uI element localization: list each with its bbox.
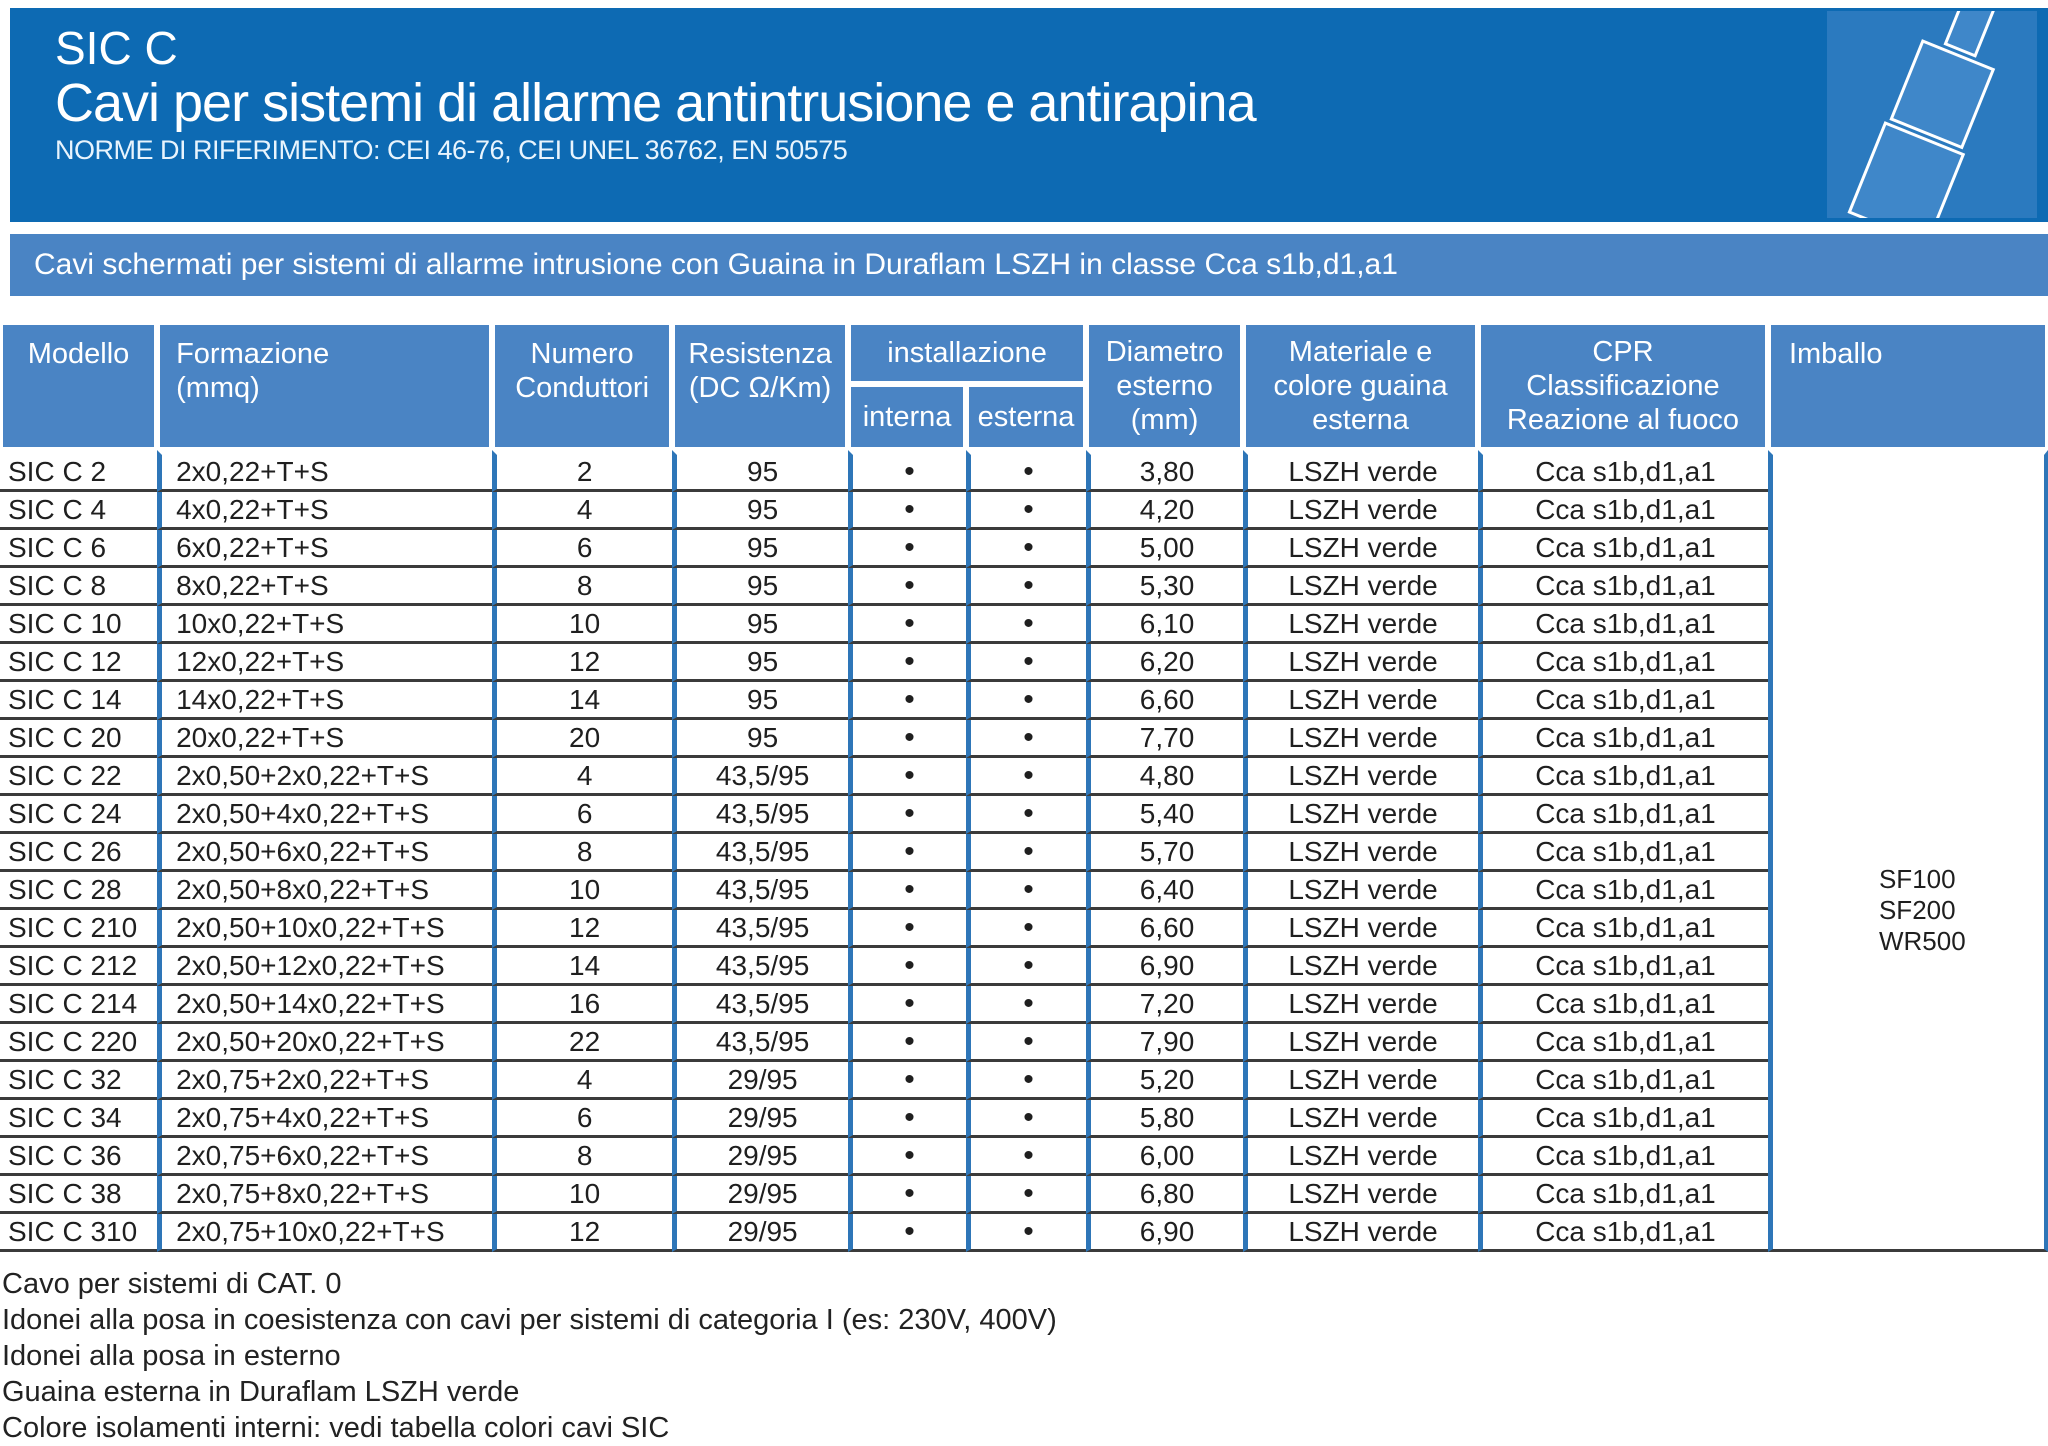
cell-interna-dot: • — [848, 1024, 966, 1062]
page-title: Cavi per sistemi di allarme antintrusione e antirapina — [55, 73, 1256, 133]
table-row — [0, 1138, 2048, 1176]
cell-modello: SIC C 210 — [0, 910, 157, 948]
cell-esterna-dot: • — [966, 1100, 1086, 1138]
cell-guaina: LSZH verde — [1243, 1138, 1478, 1176]
cell-resistenza: 43,5/95 — [672, 910, 848, 948]
cell-modello: SIC C 12 — [0, 644, 157, 682]
table-row — [0, 796, 2048, 834]
imballo-value: SF100 — [1878, 863, 1956, 894]
cell-guaina: LSZH verde — [1243, 872, 1478, 910]
cable-panel — [1827, 11, 2037, 218]
table-row — [0, 1176, 2048, 1214]
cell-conduttori: 4 — [492, 492, 672, 530]
cell-diametro: 6,00 — [1086, 1138, 1243, 1176]
cell-interna-dot: • — [848, 872, 966, 910]
cell-interna-dot: • — [848, 1100, 966, 1138]
table-row — [0, 834, 2048, 872]
cell-resistenza: 29/95 — [672, 1062, 848, 1100]
cell-interna-dot: • — [848, 644, 966, 682]
cell-formazione: 20x0,22+T+S — [157, 720, 492, 758]
cell-resistenza: 29/95 — [672, 1138, 848, 1176]
cell-formazione: 4x0,22+T+S — [157, 492, 492, 530]
cell-esterna-dot: • — [966, 568, 1086, 606]
table-row — [0, 986, 2048, 1024]
cell-interna-dot: • — [848, 1062, 966, 1100]
imballo-value: SF200 — [1878, 894, 1956, 925]
cell-formazione: 10x0,22+T+S — [157, 606, 492, 644]
cell-diametro: 5,00 — [1086, 530, 1243, 568]
cell-guaina: LSZH verde — [1243, 1024, 1478, 1062]
cell-resistenza: 95 — [672, 644, 848, 682]
cell-modello: SIC C 32 — [0, 1062, 157, 1100]
cell-esterna-dot: • — [966, 682, 1086, 720]
cell-interna-dot: • — [848, 910, 966, 948]
cell-interna-dot: • — [848, 796, 966, 834]
cell-conduttori: 10 — [492, 1176, 672, 1214]
cell-conduttori: 8 — [492, 1138, 672, 1176]
cell-diametro: 6,40 — [1086, 872, 1243, 910]
cell-imballo — [1768, 450, 2048, 1252]
cell-interna-dot: • — [848, 758, 966, 796]
cell-conduttori: 6 — [492, 530, 672, 568]
cell-cpr: Cca s1b,d1,a1 — [1478, 720, 1768, 758]
table-body — [0, 450, 2048, 1252]
cell-cpr: Cca s1b,d1,a1 — [1478, 606, 1768, 644]
cell-guaina: LSZH verde — [1243, 910, 1478, 948]
cell-conduttori: 16 — [492, 986, 672, 1024]
cell-formazione: 2x0,50+4x0,22+T+S — [157, 796, 492, 834]
cell-modello: SIC C 212 — [0, 948, 157, 986]
cell-modello: SIC C 310 — [0, 1214, 157, 1252]
cell-resistenza: 43,5/95 — [672, 948, 848, 986]
cell-diametro: 6,20 — [1086, 644, 1243, 682]
imballo-value: WR500 — [1878, 925, 1966, 956]
cell-cpr: Cca s1b,d1,a1 — [1478, 492, 1768, 530]
note-line: Guaina esterna in Duraflam LSZH verde — [2, 1376, 520, 1408]
cell-diametro: 6,90 — [1086, 948, 1243, 986]
cell-formazione: 2x0,50+6x0,22+T+S — [157, 834, 492, 872]
note-line: Idonei alla posa in esterno — [2, 1340, 341, 1372]
cell-esterna-dot: • — [966, 758, 1086, 796]
product-table — [0, 322, 2048, 1252]
cell-formazione: 2x0,50+12x0,22+T+S — [157, 948, 492, 986]
table-row — [0, 1100, 2048, 1138]
table-header — [0, 322, 2048, 450]
note-line: Idonei alla posa in coesistenza con cavi per sistemi di categoria I (es: 230V, 400V) — [2, 1304, 1057, 1336]
cell-formazione: 12x0,22+T+S — [157, 644, 492, 682]
cell-esterna-dot: • — [966, 1138, 1086, 1176]
cell-resistenza: 95 — [672, 568, 848, 606]
cell-resistenza: 95 — [672, 450, 848, 492]
cell-esterna-dot: • — [966, 720, 1086, 758]
table-row — [0, 492, 2048, 530]
cell-interna-dot: • — [848, 1138, 966, 1176]
cell-esterna-dot: • — [966, 1214, 1086, 1252]
cell-esterna-dot: • — [966, 948, 1086, 986]
norms-line: NORME DI RIFERIMENTO: CEI 46-76, CEI UNEL 36762, EN 50575 — [55, 135, 848, 165]
cell-cpr: Cca s1b,d1,a1 — [1478, 682, 1768, 720]
cell-cpr: Cca s1b,d1,a1 — [1478, 450, 1768, 492]
cell-modello: SIC C 34 — [0, 1100, 157, 1138]
table-row — [0, 910, 2048, 948]
cell-guaina: LSZH verde — [1243, 492, 1478, 530]
col-subheader-esterna: esterna — [966, 384, 1086, 450]
cell-interna-dot: • — [848, 1176, 966, 1214]
cell-formazione: 2x0,75+10x0,22+T+S — [157, 1214, 492, 1252]
cell-conduttori: 20 — [492, 720, 672, 758]
cell-guaina: LSZH verde — [1243, 948, 1478, 986]
cell-guaina: LSZH verde — [1243, 1100, 1478, 1138]
cell-esterna-dot: • — [966, 644, 1086, 682]
cell-cpr: Cca s1b,d1,a1 — [1478, 986, 1768, 1024]
cell-formazione: 2x0,22+T+S — [157, 450, 492, 492]
cell-guaina: LSZH verde — [1243, 758, 1478, 796]
cell-formazione: 2x0,50+20x0,22+T+S — [157, 1024, 492, 1062]
cell-interna-dot: • — [848, 834, 966, 872]
cell-conduttori: 12 — [492, 644, 672, 682]
cell-modello: SIC C 28 — [0, 872, 157, 910]
table-row — [0, 758, 2048, 796]
cell-cpr: Cca s1b,d1,a1 — [1478, 1138, 1768, 1176]
cell-diametro: 7,70 — [1086, 720, 1243, 758]
page-header — [10, 8, 2048, 222]
cell-cpr: Cca s1b,d1,a1 — [1478, 872, 1768, 910]
cell-cpr: Cca s1b,d1,a1 — [1478, 910, 1768, 948]
cell-conduttori: 12 — [492, 1214, 672, 1252]
cell-modello: SIC C 38 — [0, 1176, 157, 1214]
cell-interna-dot: • — [848, 1214, 966, 1252]
cell-resistenza: 43,5/95 — [672, 796, 848, 834]
cell-resistenza: 95 — [672, 682, 848, 720]
cell-guaina: LSZH verde — [1243, 606, 1478, 644]
cell-modello: SIC C 24 — [0, 796, 157, 834]
cell-diametro: 5,30 — [1086, 568, 1243, 606]
cell-interna-dot: • — [848, 986, 966, 1024]
cell-esterna-dot: • — [966, 986, 1086, 1024]
cell-diametro: 5,70 — [1086, 834, 1243, 872]
cell-diametro: 4,20 — [1086, 492, 1243, 530]
cell-conduttori: 12 — [492, 910, 672, 948]
cell-resistenza: 43,5/95 — [672, 834, 848, 872]
note-line: Cavo per sistemi di CAT. 0 — [2, 1268, 342, 1300]
cell-conduttori: 10 — [492, 872, 672, 910]
cell-diametro: 6,90 — [1086, 1214, 1243, 1252]
cell-esterna-dot: • — [966, 834, 1086, 872]
cell-resistenza: 95 — [672, 606, 848, 644]
cell-conduttori: 10 — [492, 606, 672, 644]
col-header-diametro: Diametro esterno (mm) — [1086, 322, 1243, 450]
cell-formazione: 2x0,75+4x0,22+T+S — [157, 1100, 492, 1138]
table-row — [0, 530, 2048, 568]
cable-icon — [1827, 11, 2037, 218]
table-row — [0, 682, 2048, 720]
cell-formazione: 2x0,50+2x0,22+T+S — [157, 758, 492, 796]
table-row — [0, 948, 2048, 986]
cell-esterna-dot: • — [966, 530, 1086, 568]
cell-formazione: 2x0,50+14x0,22+T+S — [157, 986, 492, 1024]
col-header-cpr: CPR Classificazione Reazione al fuoco — [1478, 322, 1768, 450]
cell-cpr: Cca s1b,d1,a1 — [1478, 1176, 1768, 1214]
col-header-imballo: Imballo — [1768, 322, 2048, 450]
table-row — [0, 450, 2048, 492]
cell-guaina: LSZH verde — [1243, 834, 1478, 872]
cell-diametro: 6,10 — [1086, 606, 1243, 644]
cell-interna-dot: • — [848, 492, 966, 530]
cell-diametro: 5,20 — [1086, 1062, 1243, 1100]
cell-formazione: 8x0,22+T+S — [157, 568, 492, 606]
product-code: SIC C — [55, 22, 178, 74]
cell-cpr: Cca s1b,d1,a1 — [1478, 1100, 1768, 1138]
cell-formazione: 2x0,75+8x0,22+T+S — [157, 1176, 492, 1214]
cell-modello: SIC C 2 — [0, 450, 157, 492]
cell-resistenza: 95 — [672, 492, 848, 530]
cell-resistenza: 43,5/95 — [672, 986, 848, 1024]
cell-formazione: 2x0,75+2x0,22+T+S — [157, 1062, 492, 1100]
cell-esterna-dot: • — [966, 606, 1086, 644]
cell-conduttori: 8 — [492, 834, 672, 872]
cell-cpr: Cca s1b,d1,a1 — [1478, 1024, 1768, 1062]
cell-esterna-dot: • — [966, 1024, 1086, 1062]
table-row — [0, 1062, 2048, 1100]
cell-formazione: 14x0,22+T+S — [157, 682, 492, 720]
notes — [2, 1266, 2048, 1446]
col-header-materiale: Materiale e colore guaina esterna — [1243, 322, 1478, 450]
table-row — [0, 872, 2048, 910]
cell-conduttori: 22 — [492, 1024, 672, 1062]
cell-diametro: 7,90 — [1086, 1024, 1243, 1062]
cell-resistenza: 29/95 — [672, 1176, 848, 1214]
cell-resistenza: 43,5/95 — [672, 1024, 848, 1062]
cell-guaina: LSZH verde — [1243, 450, 1478, 492]
series-banner: Cavi schermati per sistemi di allarme intrusione con Guaina in Duraflam LSZH in classe Cca s1b,d1,a1 — [10, 234, 2048, 296]
cell-cpr: Cca s1b,d1,a1 — [1478, 568, 1768, 606]
table-row — [0, 568, 2048, 606]
table-row — [0, 1024, 2048, 1062]
cell-resistenza: 29/95 — [672, 1214, 848, 1252]
cell-modello: SIC C 6 — [0, 530, 157, 568]
cell-modello: SIC C 10 — [0, 606, 157, 644]
cell-formazione: 2x0,50+10x0,22+T+S — [157, 910, 492, 948]
table-row — [0, 644, 2048, 682]
cell-resistenza: 43,5/95 — [672, 872, 848, 910]
cell-diametro: 5,80 — [1086, 1100, 1243, 1138]
cell-conduttori: 2 — [492, 450, 672, 492]
cell-interna-dot: • — [848, 606, 966, 644]
cell-resistenza: 29/95 — [672, 1100, 848, 1138]
cell-esterna-dot: • — [966, 910, 1086, 948]
cell-cpr: Cca s1b,d1,a1 — [1478, 1214, 1768, 1252]
cell-esterna-dot: • — [966, 872, 1086, 910]
cell-esterna-dot: • — [966, 492, 1086, 530]
cell-modello: SIC C 26 — [0, 834, 157, 872]
cell-interna-dot: • — [848, 530, 966, 568]
cell-esterna-dot: • — [966, 450, 1086, 492]
cell-conduttori: 6 — [492, 796, 672, 834]
cell-modello: SIC C 20 — [0, 720, 157, 758]
cell-interna-dot: • — [848, 720, 966, 758]
cell-modello: SIC C 36 — [0, 1138, 157, 1176]
cell-cpr: Cca s1b,d1,a1 — [1478, 644, 1768, 682]
cell-modello: SIC C 22 — [0, 758, 157, 796]
cell-modello: SIC C 214 — [0, 986, 157, 1024]
cell-modello: SIC C 14 — [0, 682, 157, 720]
cell-guaina: LSZH verde — [1243, 568, 1478, 606]
cell-guaina: LSZH verde — [1243, 644, 1478, 682]
cell-guaina: LSZH verde — [1243, 682, 1478, 720]
cell-resistenza: 95 — [672, 530, 848, 568]
cell-modello: SIC C 4 — [0, 492, 157, 530]
cell-cpr: Cca s1b,d1,a1 — [1478, 796, 1768, 834]
note-line: Colore isolamenti interni: vedi tabella colori cavi SIC — [2, 1412, 670, 1444]
cell-formazione: 6x0,22+T+S — [157, 530, 492, 568]
cell-conduttori: 4 — [492, 758, 672, 796]
cell-guaina: LSZH verde — [1243, 986, 1478, 1024]
col-header-numero: Numero Conduttori — [492, 322, 672, 450]
cell-interna-dot: • — [848, 568, 966, 606]
cell-diametro: 5,40 — [1086, 796, 1243, 834]
cell-cpr: Cca s1b,d1,a1 — [1478, 1062, 1768, 1100]
cell-cpr: Cca s1b,d1,a1 — [1478, 758, 1768, 796]
cell-conduttori: 6 — [492, 1100, 672, 1138]
cell-guaina: LSZH verde — [1243, 1062, 1478, 1100]
imballo-values — [1773, 748, 2044, 957]
col-subheader-interna: interna — [848, 384, 966, 450]
cell-diametro: 6,80 — [1086, 1176, 1243, 1214]
cell-guaina: LSZH verde — [1243, 796, 1478, 834]
cell-diametro: 6,60 — [1086, 682, 1243, 720]
cell-guaina: LSZH verde — [1243, 1176, 1478, 1214]
cell-conduttori: 14 — [492, 948, 672, 986]
cell-esterna-dot: • — [966, 1176, 1086, 1214]
cell-formazione: 2x0,50+8x0,22+T+S — [157, 872, 492, 910]
cell-esterna-dot: • — [966, 796, 1086, 834]
cell-guaina: LSZH verde — [1243, 530, 1478, 568]
cell-conduttori: 14 — [492, 682, 672, 720]
cell-modello: SIC C 220 — [0, 1024, 157, 1062]
cell-resistenza: 95 — [672, 720, 848, 758]
cell-modello: SIC C 8 — [0, 568, 157, 606]
cell-formazione: 2x0,75+6x0,22+T+S — [157, 1138, 492, 1176]
cell-conduttori: 8 — [492, 568, 672, 606]
cell-cpr: Cca s1b,d1,a1 — [1478, 834, 1768, 872]
cell-guaina: LSZH verde — [1243, 1214, 1478, 1252]
cell-diametro: 7,20 — [1086, 986, 1243, 1024]
cell-diametro: 6,60 — [1086, 910, 1243, 948]
cell-interna-dot: • — [848, 682, 966, 720]
cell-cpr: Cca s1b,d1,a1 — [1478, 530, 1768, 568]
table-row — [0, 720, 2048, 758]
cell-cpr: Cca s1b,d1,a1 — [1478, 948, 1768, 986]
table-row — [0, 606, 2048, 644]
cell-esterna-dot: • — [966, 1062, 1086, 1100]
col-header-resistenza: Resistenza (DC Ω/Km) — [672, 322, 848, 450]
cell-interna-dot: • — [848, 948, 966, 986]
col-header-modello: Modello — [0, 322, 157, 450]
col-header-formazione: Formazione (mmq) — [157, 322, 492, 450]
col-header-installazione: installazione — [848, 322, 1086, 384]
cell-resistenza: 43,5/95 — [672, 758, 848, 796]
table-row — [0, 1214, 2048, 1252]
cell-guaina: LSZH verde — [1243, 720, 1478, 758]
cell-conduttori: 4 — [492, 1062, 672, 1100]
cell-interna-dot: • — [848, 450, 966, 492]
cell-diametro: 3,80 — [1086, 450, 1243, 492]
cell-diametro: 4,80 — [1086, 758, 1243, 796]
